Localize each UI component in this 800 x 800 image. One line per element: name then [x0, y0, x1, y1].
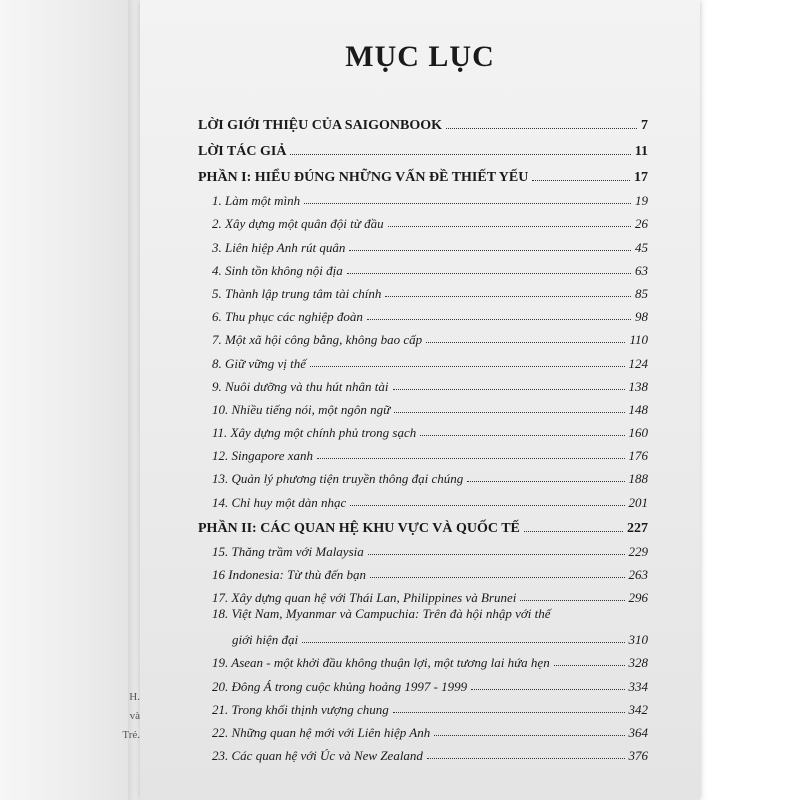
- toc-page-number: 176: [628, 448, 648, 464]
- toc-label: 1. Làm một mình: [212, 193, 301, 209]
- toc-page-number: 342: [628, 701, 648, 717]
- table-of-contents-page: [140, 0, 700, 800]
- fragment-line: Trẻ.: [122, 729, 140, 741]
- toc-page-number: 124: [628, 355, 648, 371]
- toc-label: PHẦN I: HIỂU ĐÚNG NHỮNG VẤN ĐỀ THIẾT YẾU: [198, 170, 529, 185]
- dot-leader: [317, 458, 625, 459]
- toc-page-number: 310: [628, 632, 648, 648]
- background-right: [700, 0, 800, 800]
- toc-entry-author: [198, 134, 648, 160]
- dot-leader: [367, 319, 631, 320]
- toc-entry-chapter-2: [198, 209, 648, 232]
- toc-entry-chapter-5: [198, 279, 648, 302]
- dot-leader: [434, 735, 624, 736]
- toc-label: 20. Đông Á trong cuộc khủng hoảng 1997 - 1999: [212, 678, 468, 694]
- fragment-line: H.: [129, 691, 140, 703]
- toc-entry-intro: [198, 108, 648, 134]
- fragment-line: và: [129, 710, 140, 722]
- toc-label: 15. Thăng trầm với Malaysia: [212, 543, 364, 559]
- toc-entry-chapter-14: [198, 487, 648, 510]
- toc-label: 13. Quản lý phương tiện truyền thông đại chúng: [212, 471, 464, 487]
- dot-leader: [426, 342, 625, 343]
- dot-leader: [310, 366, 625, 367]
- dot-leader: [524, 531, 623, 532]
- toc-page-number: 201: [628, 494, 648, 510]
- toc-entry-chapter-22: [198, 718, 648, 741]
- toc-label: 18. Việt Nam, Myanmar và Campuchia: Trên đà hội nhập với thế: [212, 606, 551, 622]
- dot-leader: [350, 505, 624, 506]
- toc-label: 7. Một xã hội công bằng, không bao cấp: [212, 332, 423, 348]
- dot-leader: [446, 128, 637, 129]
- toc-entry-chapter-19: [198, 648, 648, 671]
- toc-entry-chapter-17: [198, 583, 648, 606]
- toc-label: 21. Trong khối thịnh vượng chung: [212, 701, 389, 717]
- toc-page-number: 63: [635, 262, 648, 278]
- toc-label: 5. Thành lập trung tâm tài chính: [212, 285, 382, 301]
- left-page-background: [0, 0, 140, 800]
- toc-entry-chapter-12: [198, 441, 648, 464]
- toc-page-number: 45: [635, 239, 648, 255]
- toc-page-number: 376: [628, 748, 648, 764]
- toc-entry-chapter-9: [198, 372, 648, 395]
- dot-leader: [290, 154, 630, 155]
- toc-label: 16 Indonesia: Từ thù đến bạn: [212, 567, 367, 582]
- toc-label: 17. Xây dựng quan hệ với Thái Lan, Philippines và Brunei: [212, 590, 517, 606]
- dot-leader: [467, 481, 624, 482]
- book-gutter: [128, 0, 140, 800]
- toc-page-number: 98: [635, 309, 648, 325]
- toc-label: 14. Chỉ huy một dàn nhạc: [212, 494, 347, 510]
- toc-label: 11. Xây dựng một chính phủ trong sạch: [212, 425, 417, 441]
- dot-leader: [393, 712, 625, 713]
- dot-leader: [302, 642, 624, 643]
- toc-label: giới hiện đại: [232, 632, 299, 648]
- dot-leader: [368, 554, 625, 555]
- dot-leader: [532, 180, 630, 181]
- dot-leader: [554, 665, 625, 666]
- toc-page-number: 263: [628, 567, 648, 582]
- toc-entry-part2: [198, 511, 648, 537]
- toc-label: LỜI TÁC GIẢ: [198, 144, 287, 159]
- toc-label: 2. Xây dựng một quân đội từ đầu: [212, 216, 384, 232]
- toc-label: LỜI GIỚI THIỆU CỦA SAIGONBOOK: [198, 118, 443, 133]
- toc-entry-chapter-1: [198, 186, 648, 209]
- toc-page-number: 188: [628, 471, 648, 487]
- toc-page-number: 19: [635, 193, 648, 209]
- toc-label: 12. Singapore xanh: [212, 448, 313, 464]
- left-page-text-fragment: [104, 688, 140, 745]
- toc-entry-chapter-8: [198, 348, 648, 371]
- toc-label-continuation: [212, 626, 648, 648]
- toc-label: 8. Giữ vững vị thế: [212, 355, 306, 371]
- toc-entry-chapter-23: [198, 741, 648, 764]
- toc-entry-chapter-18: [198, 606, 648, 648]
- dot-leader: [304, 203, 631, 204]
- toc-label: 6. Thu phục các nghiệp đoàn: [212, 309, 363, 325]
- toc-page-number: 110: [629, 332, 648, 348]
- toc-page-number: 7: [641, 118, 648, 133]
- toc-page-number: 11: [634, 144, 648, 159]
- dot-leader: [420, 435, 624, 436]
- toc-entry-chapter-3: [198, 232, 648, 255]
- toc-label: PHẦN II: CÁC QUAN HỆ KHU VỰC VÀ QUỐC TẾ: [198, 520, 520, 536]
- toc-label: 22. Những quan hệ mới với Liên hiệp Anh: [212, 724, 431, 740]
- dot-leader: [370, 577, 624, 578]
- toc-entry-chapter-15: [198, 537, 648, 560]
- toc-page-number: 334: [628, 678, 648, 694]
- toc-page-number: 229: [628, 543, 648, 559]
- toc-page-number: 364: [628, 724, 648, 740]
- page-title: MỤC LỤC: [345, 40, 495, 73]
- toc-entry-chapter-10: [198, 395, 648, 418]
- toc-entry-chapter-13: [198, 464, 648, 487]
- toc-label: 3. Liên hiệp Anh rút quân: [212, 239, 346, 255]
- toc-page-number: 160: [628, 425, 648, 441]
- toc-label: 19. Asean - một khởi đầu không thuận lợi, một tương lai hứa hẹn: [212, 655, 550, 671]
- dot-leader: [471, 689, 624, 690]
- toc-entry-chapter-6: [198, 302, 648, 325]
- toc-label: 23. Các quan hệ với Úc và New Zealand: [212, 748, 423, 764]
- toc-label: 4. Sinh tồn không nội địa: [212, 262, 343, 278]
- toc-page-number: 328: [628, 655, 648, 671]
- toc-entry-chapter-21: [198, 695, 648, 718]
- toc-entry-chapter-16: [198, 560, 648, 583]
- toc-label: 9. Nuôi dưỡng và thu hút nhân tài: [212, 378, 389, 394]
- toc-page-number: 85: [635, 285, 648, 301]
- dot-leader: [520, 600, 624, 601]
- toc-label: 10. Nhiều tiếng nói, một ngôn ngữ: [212, 401, 391, 417]
- toc-entry-chapter-7: [198, 325, 648, 348]
- dot-leader: [394, 412, 624, 413]
- toc-page-number: 227: [627, 520, 648, 536]
- dot-leader: [388, 226, 631, 227]
- toc-page-number: 26: [635, 216, 648, 232]
- toc-page-number: 138: [628, 378, 648, 394]
- dot-leader: [349, 250, 631, 251]
- dot-leader: [427, 758, 625, 759]
- toc-page-number: 17: [634, 170, 648, 185]
- dot-leader: [347, 273, 631, 274]
- dot-leader: [385, 296, 631, 297]
- toc-page-number: 296: [628, 590, 648, 606]
- toc-entry-chapter-20: [198, 671, 648, 694]
- toc-page-number: 148: [628, 401, 648, 417]
- toc-list: [198, 108, 648, 764]
- toc-entry-chapter-11: [198, 418, 648, 441]
- dot-leader: [393, 389, 625, 390]
- toc-entry-chapter-4: [198, 256, 648, 279]
- toc-entry-part1: [198, 160, 648, 186]
